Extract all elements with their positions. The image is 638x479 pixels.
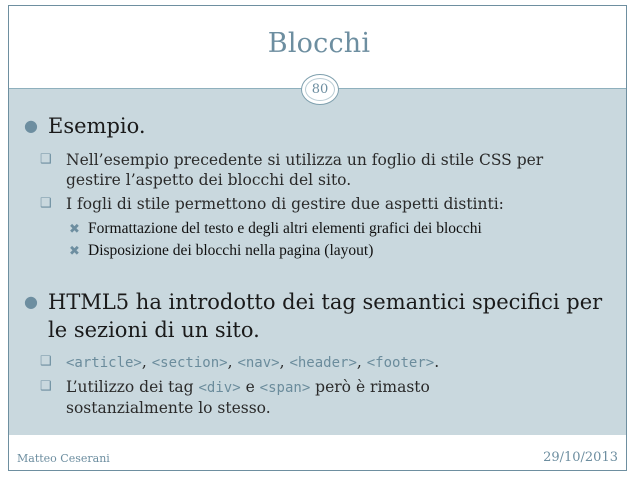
- sub-bullet-item: [18, 194, 618, 214]
- slide-body: [18, 112, 618, 418]
- square-bullet-icon: ❑: [40, 152, 52, 167]
- code-tag-div: <div>: [198, 380, 241, 396]
- separator: ,: [279, 353, 290, 371]
- sub-sub-bullet-item: [18, 240, 618, 262]
- sub-bullet-item: [18, 352, 618, 373]
- square-bullet-icon: ❑: [40, 196, 52, 211]
- sub-bullet-line: sostanzialmente lo stesso.: [66, 399, 271, 417]
- text-fragment: però è rimasto: [310, 378, 430, 396]
- sub-sub-bullet-text: Disposizione dei blocchi nella pagina (layout): [88, 242, 374, 259]
- bullet-text: Esempio.: [48, 114, 146, 138]
- slide-title: Blocchi: [267, 28, 371, 59]
- code-tag-span: <span>: [259, 380, 311, 396]
- sub-bullet-item: [18, 377, 618, 418]
- sub-bullet-line: gestire l’aspetto dei blocchi del sito.: [66, 171, 352, 189]
- cross-bullet-icon: ✖: [69, 243, 80, 258]
- slide-footer: [9, 444, 626, 470]
- circle-bullet-icon: ●: [24, 292, 38, 311]
- footer-date: 29/10/2013: [543, 450, 618, 465]
- sub-bullet-line: Nell’esempio precedente si utilizza un foglio di stile CSS per: [66, 151, 544, 169]
- cross-bullet-icon: ✖: [69, 221, 80, 236]
- line-end: .: [434, 353, 440, 371]
- page-number: 80: [311, 82, 329, 97]
- circle-bullet-icon: ●: [24, 116, 38, 135]
- code-tag-header: <header>: [289, 355, 357, 371]
- bullet-item-html5: [18, 288, 618, 344]
- code-tag-nav: <nav>: [237, 355, 280, 371]
- code-tag-article: <article>: [66, 355, 142, 371]
- code-tag-footer: <footer>: [366, 355, 435, 371]
- text-fragment: L’utilizzo dei tag: [66, 378, 199, 396]
- separator: ,: [356, 353, 367, 371]
- sub-bullet-item: [18, 150, 618, 190]
- sub-sub-bullet-text: Formattazione del testo e degli altri elementi grafici dei blocchi: [88, 220, 482, 237]
- page-number-badge: [301, 74, 339, 105]
- sub-sub-bullet-item: [18, 218, 618, 240]
- square-bullet-icon: ❑: [40, 379, 52, 394]
- separator: ,: [141, 353, 152, 371]
- sub-bullet-line: I fogli di stile permettono di gestire due aspetti distinti:: [66, 195, 504, 213]
- footer-author: Matteo Ceserani: [17, 452, 110, 465]
- separator: ,: [227, 353, 238, 371]
- text-fragment: e: [240, 378, 260, 396]
- bullet-line: le sezioni di un sito.: [48, 318, 260, 342]
- code-tag-section: <section>: [151, 355, 228, 371]
- bullet-line: HTML5 ha introdotto dei tag semantici specifici per: [48, 290, 603, 314]
- bullet-item-esempio: [18, 112, 618, 140]
- square-bullet-icon: ❑: [40, 354, 52, 369]
